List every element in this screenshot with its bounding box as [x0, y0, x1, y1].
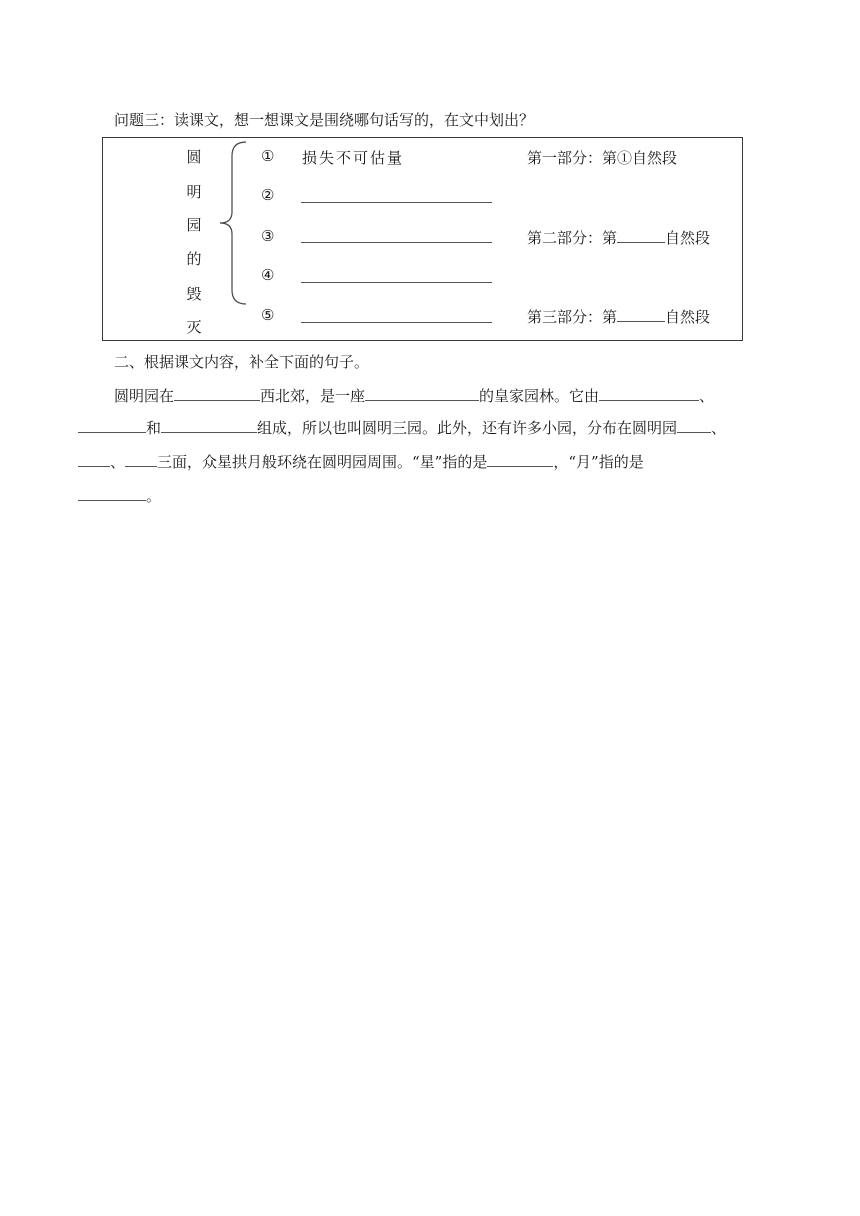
part-suffix: 自然段: [665, 308, 711, 326]
section-2-title: 二、根据课文内容，补全下面的句子。: [114, 353, 370, 371]
fill-text: 的皇家园林。它由: [479, 387, 600, 405]
fill-text: 圆明园在: [114, 387, 175, 405]
vertical-title-char: 圆: [186, 148, 202, 166]
answer-blank[interactable]: [301, 242, 492, 243]
fill-line-2: [78, 417, 726, 438]
row-number: ③: [261, 227, 275, 245]
paragraph-blank[interactable]: [617, 307, 665, 322]
vertical-title-char: 灭: [186, 318, 202, 336]
answer-blank[interactable]: [301, 282, 492, 283]
fill-text: 、: [699, 387, 715, 405]
fill-text: 、: [110, 453, 126, 471]
fill-line-1: [114, 385, 714, 406]
fill-text: 组成，所以也叫圆明三园。此外，还有许多小园，分布在圆明园: [257, 419, 678, 437]
answer-blank[interactable]: [301, 322, 492, 323]
fill-blank[interactable]: [599, 386, 699, 401]
fill-text: 、: [711, 419, 727, 437]
fill-text: 西北郊，是一座: [260, 387, 366, 405]
fill-text: ，“月”指的是: [553, 453, 644, 471]
fill-blank[interactable]: [487, 452, 553, 467]
row-number: ①: [261, 147, 275, 165]
fill-blank[interactable]: [78, 418, 146, 433]
row-number: ②: [261, 186, 275, 204]
fill-blank[interactable]: [78, 486, 146, 501]
curly-brace-icon: [214, 140, 254, 306]
fill-blank[interactable]: [161, 418, 257, 433]
fill-line-4: [78, 485, 161, 506]
fill-blank[interactable]: [365, 386, 479, 401]
fill-blank[interactable]: [78, 452, 110, 467]
row-number: ④: [261, 266, 275, 284]
vertical-title-char: 的: [186, 250, 202, 268]
fill-blank[interactable]: [677, 418, 711, 433]
part-3-label: [527, 306, 710, 327]
part-suffix: 自然段: [665, 229, 711, 247]
vertical-title-char: 明: [186, 183, 202, 201]
fill-text: 。: [146, 487, 162, 505]
row-phrase: 损失不可估量: [302, 149, 405, 167]
answer-blank[interactable]: [301, 202, 492, 203]
row-number: ⑤: [261, 306, 275, 324]
paragraph-blank[interactable]: [617, 228, 665, 243]
fill-text: 三面，众星拱月般环绕在圆明园周围。“星”指的是: [157, 453, 488, 471]
part-2-label: [527, 227, 710, 248]
part-1-label: 第一部分：第①自然段: [527, 149, 678, 167]
vertical-title-char: 毁: [186, 285, 202, 303]
vertical-title-char: 园: [186, 216, 202, 234]
fill-blank[interactable]: [174, 386, 260, 401]
part-prefix: 第二部分：第: [527, 229, 618, 247]
fill-text: 和: [146, 419, 162, 437]
fill-line-3: [78, 451, 644, 472]
part-prefix: 第三部分：第: [527, 308, 618, 326]
fill-blank[interactable]: [125, 452, 157, 467]
question-3-text: 问题三：读课文，想一想课文是围绕哪句话写的，在文中划出？: [114, 111, 535, 129]
